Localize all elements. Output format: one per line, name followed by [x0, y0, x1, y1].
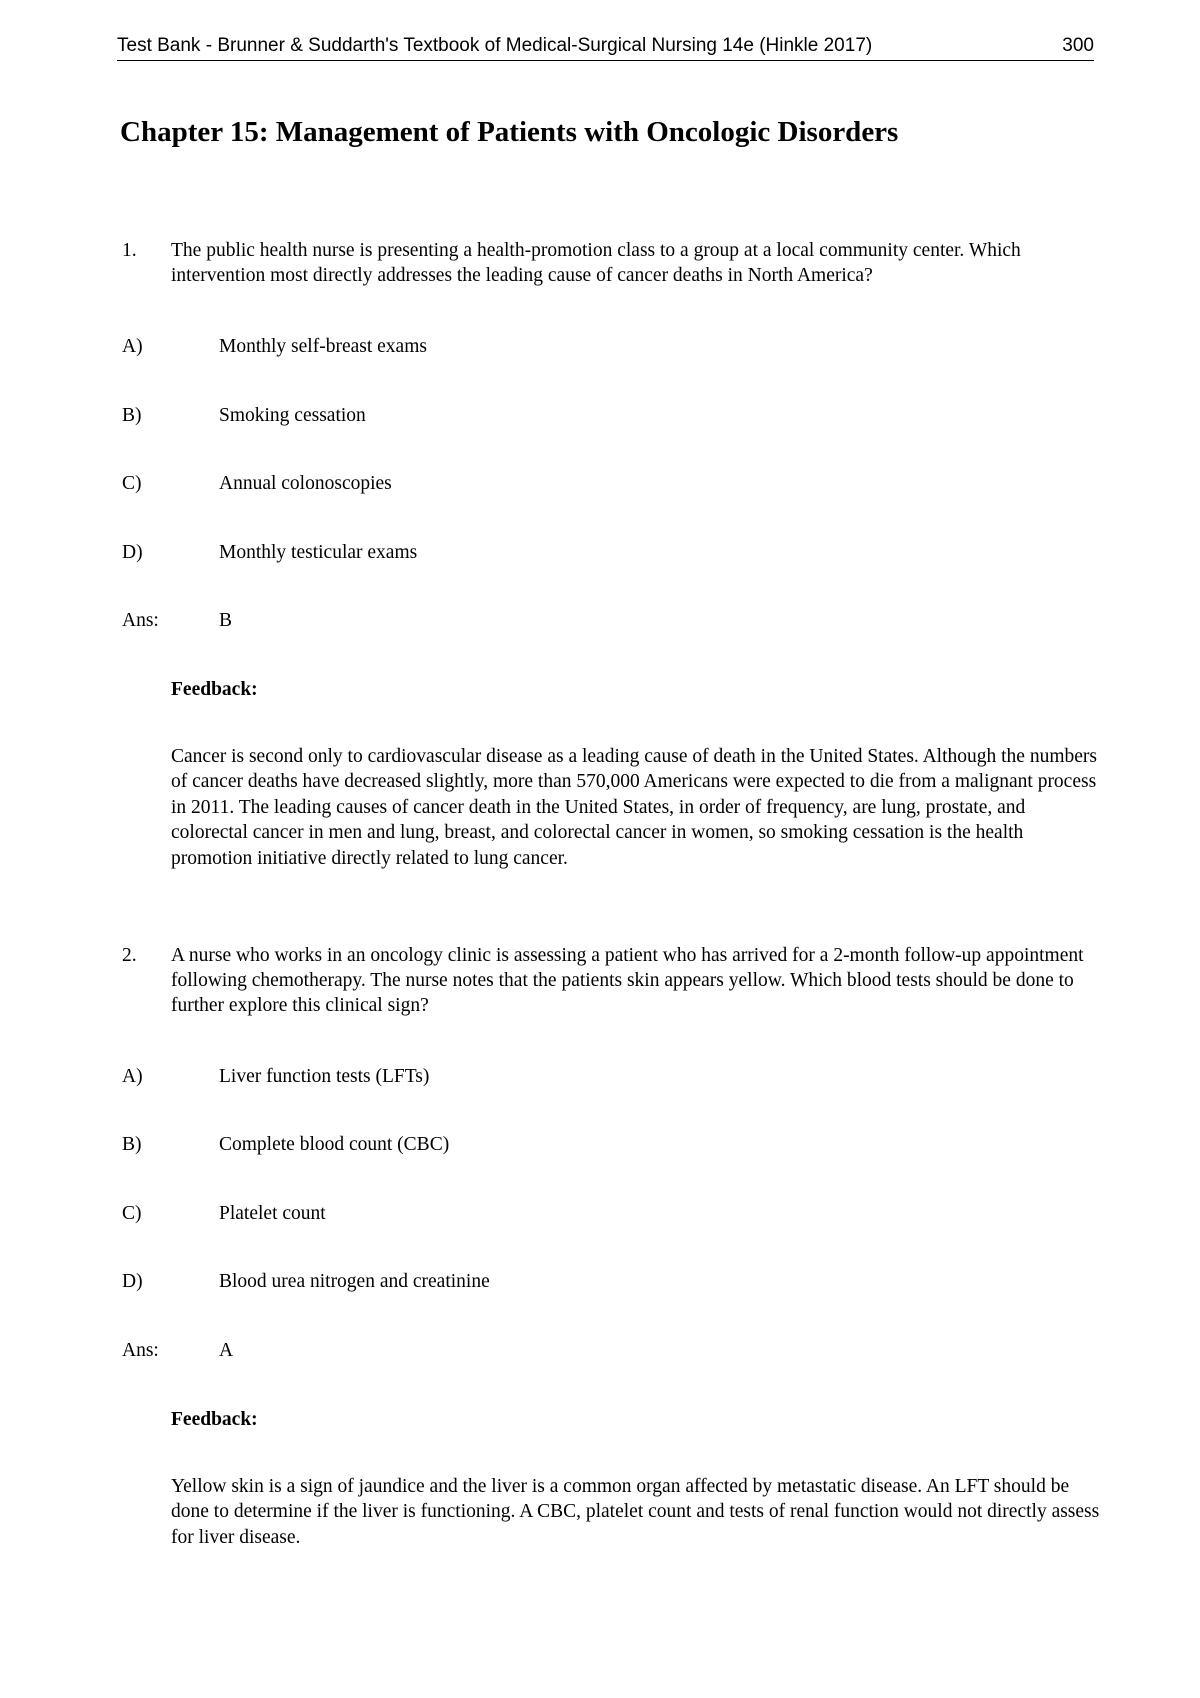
- option-text: Blood urea nitrogen and creatinine: [219, 1271, 490, 1292]
- option-letter: C): [122, 1203, 142, 1224]
- answer-value: B: [219, 610, 233, 631]
- feedback-label: Feedback:: [171, 1409, 258, 1430]
- question-stem: A nurse who works in an oncology clinic is assessing a patient who has arrived for a 2-month follow-up appointment following chemotherapy. The nurse notes that the patients skin appears yellow. Which blood tests should be done to further explore this clinical sign?: [171, 945, 1084, 1016]
- question-stem: The public health nurse is presenting a health-promotion class to a group at a local community center. Which intervention most directly addresses the leading cause of cancer deaths in North America?: [171, 240, 1021, 286]
- option-letter: D): [122, 542, 143, 563]
- option-text: Liver function tests (LFTs): [219, 1066, 430, 1087]
- page-number: 300: [1062, 35, 1094, 56]
- option-letter: D): [122, 1271, 143, 1292]
- question-number: 1.: [122, 240, 137, 261]
- feedback-text: Cancer is second only to cardiovascular disease as a leading cause of death in the United States. Although the numbers of cancer deaths have decreased slightly, more than 570,000 Americans were expected to die from a malignant process in 2011. The leading causes of cancer death in the United States, in order of frequency, are lung, prostate, and colorectal cancer in men and lung, breast, and colorectal cancer in women, so smoking cessation is the health promotion initiative directly related to lung cancer.: [171, 746, 1097, 869]
- option-text: Smoking cessation: [219, 405, 366, 426]
- answer-label: Ans:: [122, 610, 159, 631]
- option-letter: A): [122, 336, 143, 357]
- option-letter: C): [122, 473, 142, 494]
- option-text: Monthly testicular exams: [219, 542, 418, 563]
- option-text: Platelet count: [219, 1203, 326, 1224]
- feedback-label: Feedback:: [171, 679, 258, 700]
- feedback-text: Yellow skin is a sign of jaundice and the liver is a common organ affected by metastatic disease. An LFT should be done to determine if the liver is functioning. A CBC, platelet count and tests of renal function would not directly assess for liver disease.: [171, 1476, 1100, 1548]
- answer-value: A: [219, 1340, 234, 1361]
- option-text: Complete blood count (CBC): [219, 1134, 450, 1155]
- option-letter: B): [122, 405, 142, 426]
- option-letter: B): [122, 1134, 142, 1155]
- option-letter: A): [122, 1066, 143, 1087]
- header-title: Test Bank - Brunner & Suddarth's Textbook of Medical-Surgical Nursing 14e (Hinkle 2017): [117, 35, 873, 56]
- option-text: Annual colonoscopies: [219, 473, 392, 494]
- question-number: 2.: [122, 945, 137, 966]
- answer-label: Ans:: [122, 1340, 159, 1361]
- chapter-title: Chapter 15: Management of Patients with Oncologic Disorders: [120, 116, 899, 148]
- option-text: Monthly self-breast exams: [219, 336, 427, 357]
- running-header: [117, 34, 1094, 61]
